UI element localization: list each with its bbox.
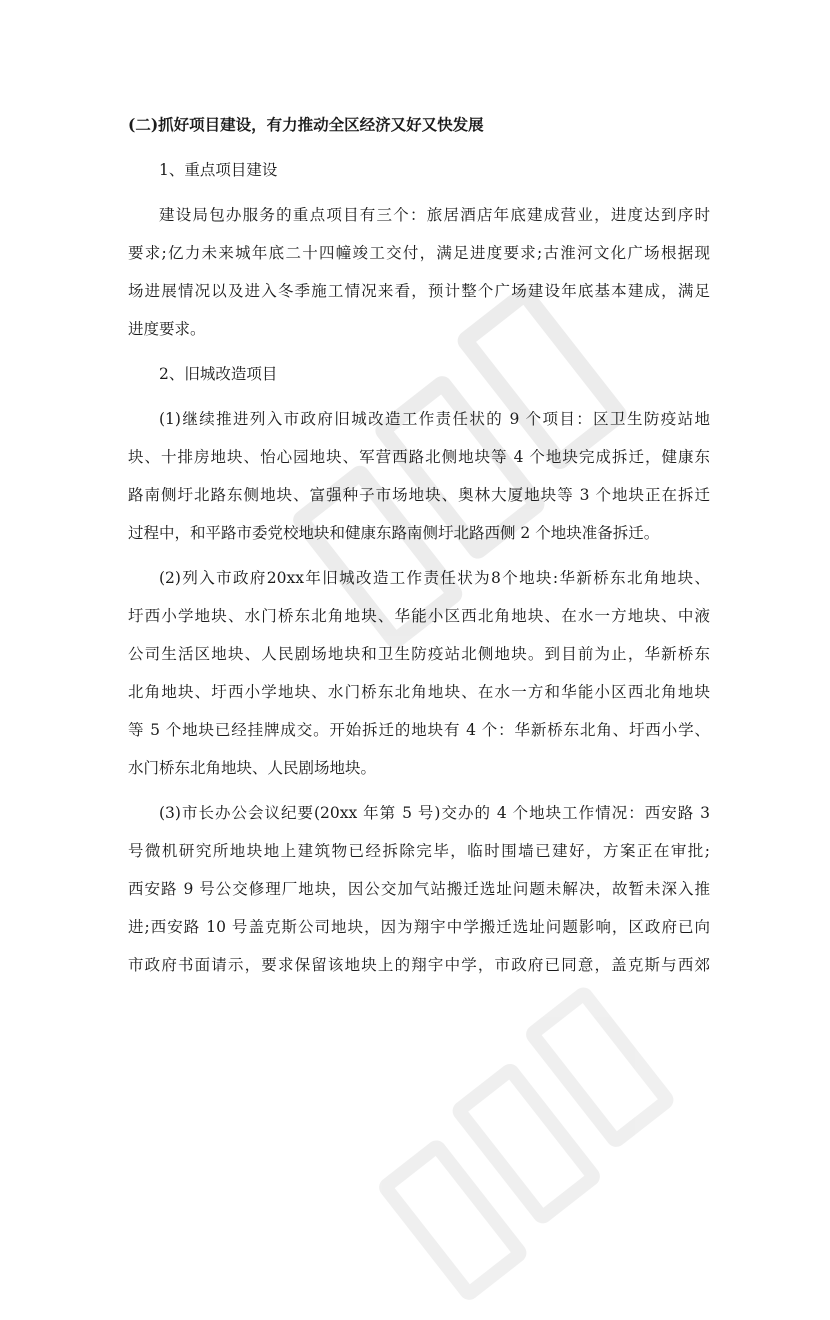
paragraph-line: 号微机研究所地块地上建筑物已经拆除完毕，临时围墙已建好，方案正在审批; (128, 842, 710, 860)
paragraph-line: 进度要求。 (128, 320, 206, 338)
paragraph-line: 进;西安路 10 号盖克斯公司地块，因为翔宇中学搬迁选址问题影响，区政府已向 (128, 918, 710, 936)
paragraph-line: 场进展情况以及进入冬季施工情况来看，预计整个广场建设年底基本建成，满足 (128, 282, 710, 300)
paragraph-line: 要求;亿力未来城年底二十四幢竣工交付，满足进度要求;古淮河文化广场根据现 (128, 244, 710, 262)
document-body (128, 106, 710, 984)
paragraph-item-1 (128, 400, 710, 552)
paragraph-line: 路南侧圩北路东侧地块、富强种子市场地块、奥林大厦地块等 3 个地块正在拆迁 (128, 486, 710, 504)
paragraph-line: (2)列入市政府20xx年旧城改造工作责任状为8个地块:华新桥东北角地块、 (159, 569, 710, 587)
section-heading: (二)抓好项目建设，有力推动全区经济又好又快发展 (128, 115, 484, 134)
paragraph-key-projects (128, 196, 710, 348)
paragraph-line: 公司生活区地块、人民剧场地块和卫生防疫站北侧地块。到目前为止，华新桥东 (128, 645, 710, 663)
paragraph-line: 建设局包办服务的重点项目有三个：旅居酒店年底建成营业，进度达到序时 (159, 206, 710, 224)
paragraph-item-2 (128, 559, 710, 787)
subsection-title-old-city: 2、旧城改造项目 (159, 365, 278, 383)
paragraph-line: (1)继续推进列入市政府旧城改造工作责任状的 9 个项目：区卫生防疫站地 (159, 410, 710, 428)
paragraph-line: 等 5 个地块已经挂牌成交。开始拆迁的地块有 4 个：华新桥东北角、圩西小学、 (128, 721, 710, 739)
paragraph-line: 水门桥东北角地块、人民剧场地块。 (128, 759, 377, 777)
paragraph-line: 块、十排房地块、怡心园地块、军营西路北侧地块等 4 个地块完成拆迁，健康东 (128, 448, 710, 466)
paragraph-line: 圩西小学地块、水门桥东北角地块、华能小区西北角地块、在水一方地块、中液 (128, 607, 710, 625)
paragraph-item-3 (128, 794, 710, 984)
paragraph-line: 西安路 9 号公交修理厂地块，因公交加气站搬迁选址问题未解决，故暂未深入推 (128, 880, 710, 898)
paragraph-line: 市政府书面请示，要求保留该地块上的翔宇中学，市政府已同意，盖克斯与西郊 (128, 956, 710, 974)
paragraph-line: 过程中，和平路市委党校地块和健康东路南侧圩北路西侧 2 个地块准备拆迁。 (128, 524, 660, 542)
watermark-logo-lower (357, 940, 764, 1319)
paragraph-line: 北角地块、圩西小学地块、水门桥东北角地块、在水一方和华能小区西北角地块 (128, 683, 710, 701)
paragraph-line: (3)市长办公会议纪要(20xx 年第 5 号)交办的 4 个地块工作情况：西安路 3 (159, 804, 710, 822)
subsection-title-key-projects: 1、重点项目建设 (159, 161, 278, 179)
